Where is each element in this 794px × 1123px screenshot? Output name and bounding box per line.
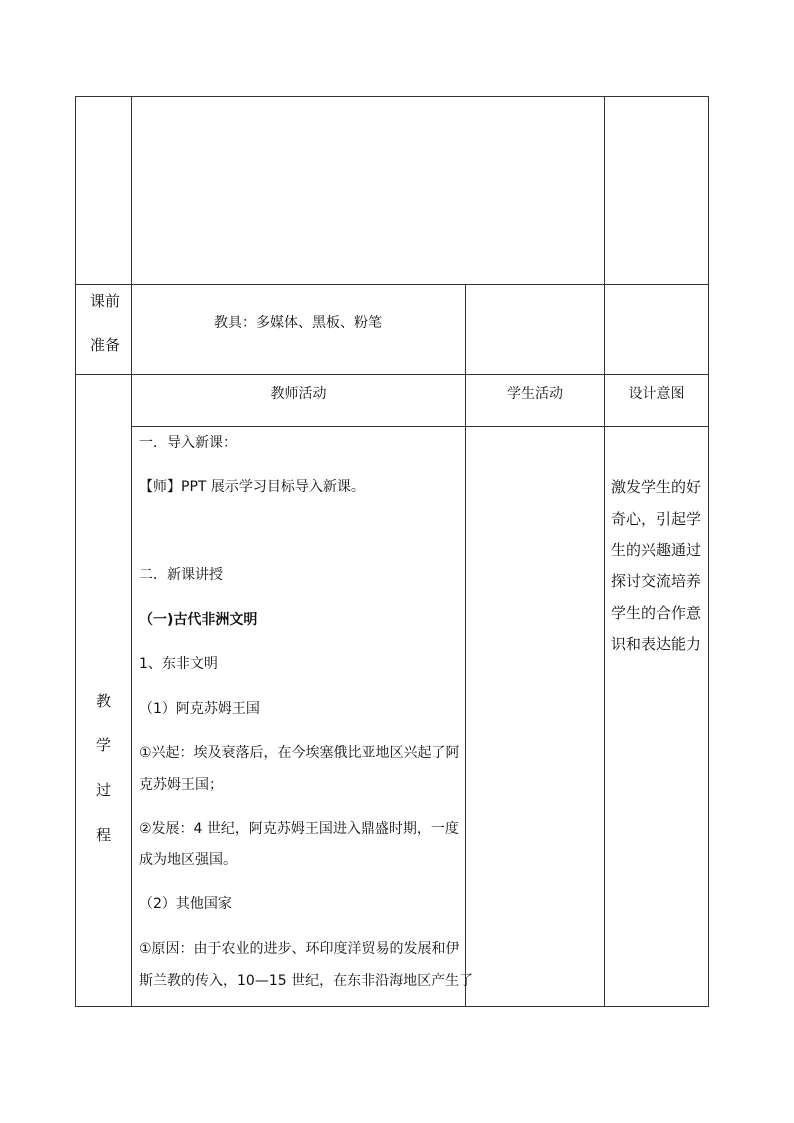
table-row-divider [75,374,709,375]
table-column-divider [131,96,132,1007]
other-states-cause-line2: 斯兰教的传入，10—15 世纪，在东非沿海地区产生了 [139,973,474,989]
prep-tools-text: 教具：多媒体、黑板、粉笔 [214,315,382,331]
table-border-right [708,96,709,1007]
subtopic-other-states: （2）其他国家 [139,896,232,912]
aksum-rise-line1: ①兴起：埃及衰落后，在今埃塞俄比亚地区兴起了阿 [139,745,460,761]
design-intent-line: 激发学生的好 [611,478,702,496]
process-label-char: 学 [96,736,112,754]
design-intent-line: 探讨交流培养 [611,572,702,590]
aksum-development-line2: 成为地区强国。 [139,852,237,868]
prep-label-line2: 准备 [90,336,121,354]
table-column-divider [604,96,605,1007]
design-intent-line: 识和表达能力 [611,635,702,653]
subtopic-east-africa: 1、东非文明 [139,656,218,672]
section-intro-heading: 一．导入新课： [139,435,237,451]
header-student-activity: 学生活动 [507,386,563,402]
prep-label-line1: 课前 [90,292,121,310]
table-border-bottom [75,1006,709,1007]
design-intent-line: 奇心，引起学 [611,510,702,528]
header-teacher-activity: 教师活动 [270,386,327,402]
process-label-char: 过 [96,781,112,799]
other-states-cause-line1: ①原因：由于农业的进步、环印度洋贸易的发展和伊 [139,941,460,957]
table-border-left [75,96,76,1007]
table-row-divider [75,284,709,285]
aksum-development-line1: ②发展：4 世纪，阿克苏姆王国进入鼎盛时期，一度 [139,821,459,837]
teacher-intro-text: 【师】PPT 展示学习目标导入新课。 [139,479,365,495]
process-label-char: 教 [96,692,112,710]
header-design-intent: 设计意图 [628,386,685,402]
aksum-rise-line2: 克苏姆王国； [139,777,223,793]
topic-ancient-africa-heading: （一)古代非洲文明 [139,612,258,628]
subtopic-aksum: （1）阿克苏姆王国 [139,701,260,717]
table-border-top [75,96,709,97]
process-label-char: 程 [96,826,112,844]
design-intent-line: 生的兴趣通过 [611,541,702,559]
design-intent-line: 学生的合作意 [611,604,702,622]
section-new-lesson-heading: 二．新课讲授 [139,567,223,583]
table-header-divider [131,426,709,427]
